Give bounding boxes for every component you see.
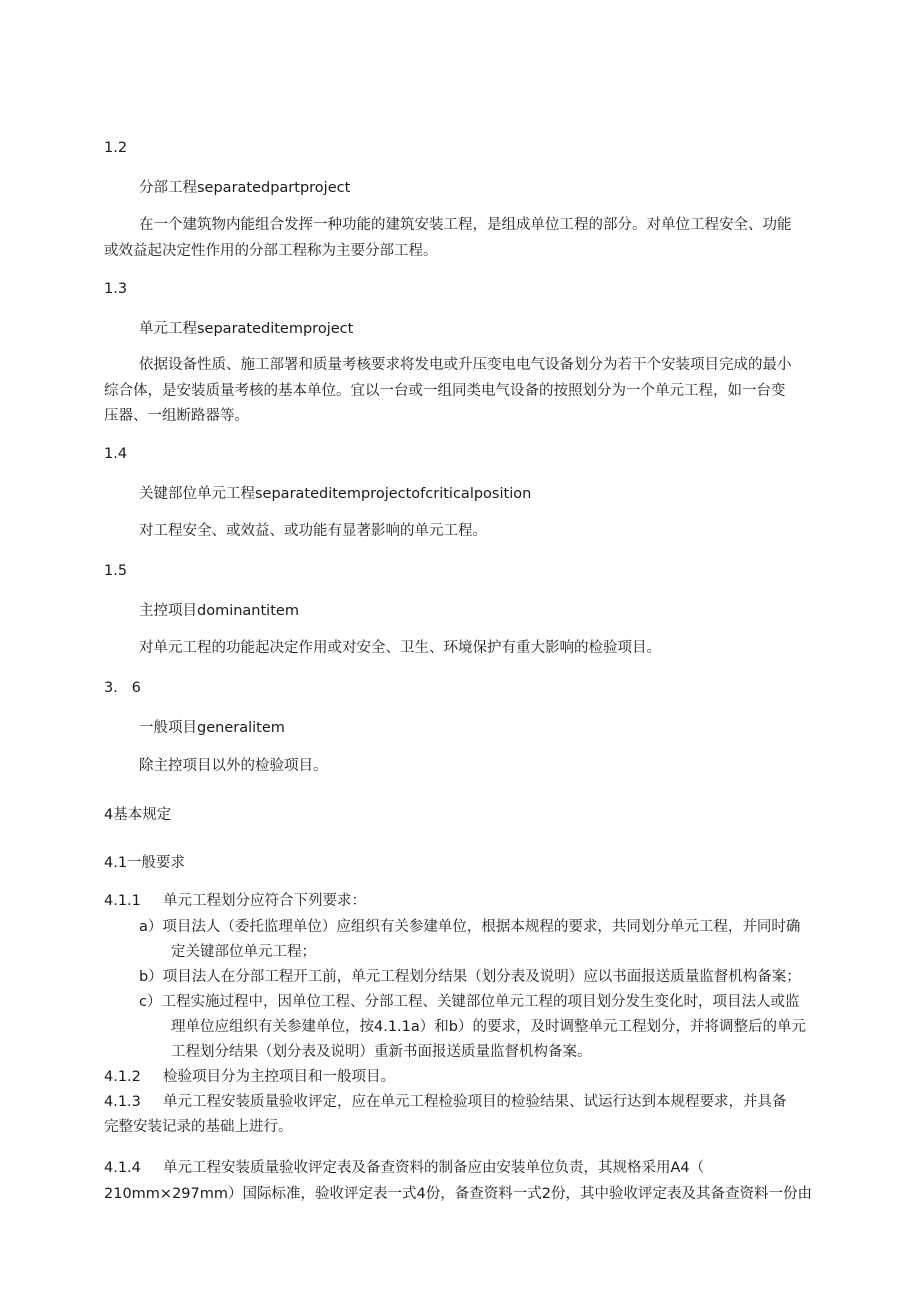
clause-number: 4.1.3 xyxy=(104,1094,141,1110)
clause-text: 检验项目分为主控项目和一般项目。 xyxy=(163,1069,395,1085)
definition-line: 对单元工程的功能起决定作用或对安全、卫生、环境保护有重大影响的检验项目。 xyxy=(139,640,661,656)
term-title: 主控项目dominantitem xyxy=(139,603,299,619)
definition-line: 除主控项目以外的检验项目。 xyxy=(139,758,328,774)
list-item-a: a）项目法人（委托监理单位）应组织有关参建单位，根据本规程的要求，共同划分单元工程，并同时确 xyxy=(139,919,801,935)
clause-number: 1.2 xyxy=(104,140,128,156)
list-item-c: c）工程实施过程中，因单位工程、分部工程、关键部位单元工程的项目划分发生变化时，项目法人或监 xyxy=(139,994,800,1010)
clause-number: 3. 6 xyxy=(104,680,141,696)
definition-line: 在一个建筑物内能组合发挥一种功能的建筑安装工程，是组成单位工程的部分。对单位工程安全、功能 xyxy=(139,217,792,233)
clause-number: 4.1.1 xyxy=(104,893,141,909)
clause-number: 1.3 xyxy=(104,281,128,297)
definition-line: 或效益起决定性作用的分部工程称为主要分部工程。 xyxy=(104,243,438,259)
clause-text: 单元工程划分应符合下列要求： xyxy=(163,893,366,909)
list-item-c-cont: 工程划分结果（划分表及说明）重新书面报送质量监督机构备案。 xyxy=(171,1044,592,1060)
clause-text-cont: 完整安装记录的基础上进行。 xyxy=(104,1119,293,1135)
clause-number: 4.1.2 xyxy=(104,1069,141,1085)
chapter-heading: 4基本规定 xyxy=(104,807,172,823)
definition-line: 综合体，是安装质量考核的基本单位。宜以一台或一组同类电气设备的按照划分为一个单元工程，如一台变 xyxy=(104,383,786,399)
clause-number: 1.4 xyxy=(104,446,128,462)
section-heading: 4.1一般要求 xyxy=(104,855,186,871)
clause-number: 1.5 xyxy=(104,563,128,579)
term-title: 分部工程separatedpartproject xyxy=(139,180,351,196)
clause-text-cont: 210mm×297mm）国际标准，验收评定表一式4份，备查资料一式2份，其中验收评定表及其备查资料一份由 xyxy=(104,1186,812,1202)
clause-text: 单元工程安装质量验收评定表及备查资料的制备应由安装单位负责，其规格采用A4（ xyxy=(163,1160,705,1176)
clause-number: 4.1.4 xyxy=(104,1160,141,1176)
definition-line: 压器、一组断路器等。 xyxy=(104,408,249,424)
definition-line: 依据设备性质、施工部署和质量考核要求将发电或升压变电电气设备划分为若干个安装项目完成的最小 xyxy=(139,357,792,373)
list-item-b: b）项目法人在分部工程开工前，单元工程划分结果（划分表及说明）应以书面报送质量监督机构备案； xyxy=(139,969,801,985)
clause-text: 单元工程安装质量验收评定，应在单元工程检验项目的检验结果、试运行达到本规程要求，并具备 xyxy=(163,1094,787,1110)
term-title: 单元工程separateditemproject xyxy=(139,321,354,337)
list-item-a-cont: 定关键部位单元工程； xyxy=(171,944,316,960)
term-title: 关键部位单元工程separateditemprojectofcriticalposition xyxy=(139,486,532,502)
list-item-c-cont: 理单位应组织有关参建单位，按4.1.1a）和b）的要求，及时调整单元工程划分，并将调整后的单元 xyxy=(171,1019,806,1035)
term-title: 一般项目generalitem xyxy=(139,720,285,736)
definition-line: 对工程安全、或效益、或功能有显著影响的单元工程。 xyxy=(139,523,487,539)
